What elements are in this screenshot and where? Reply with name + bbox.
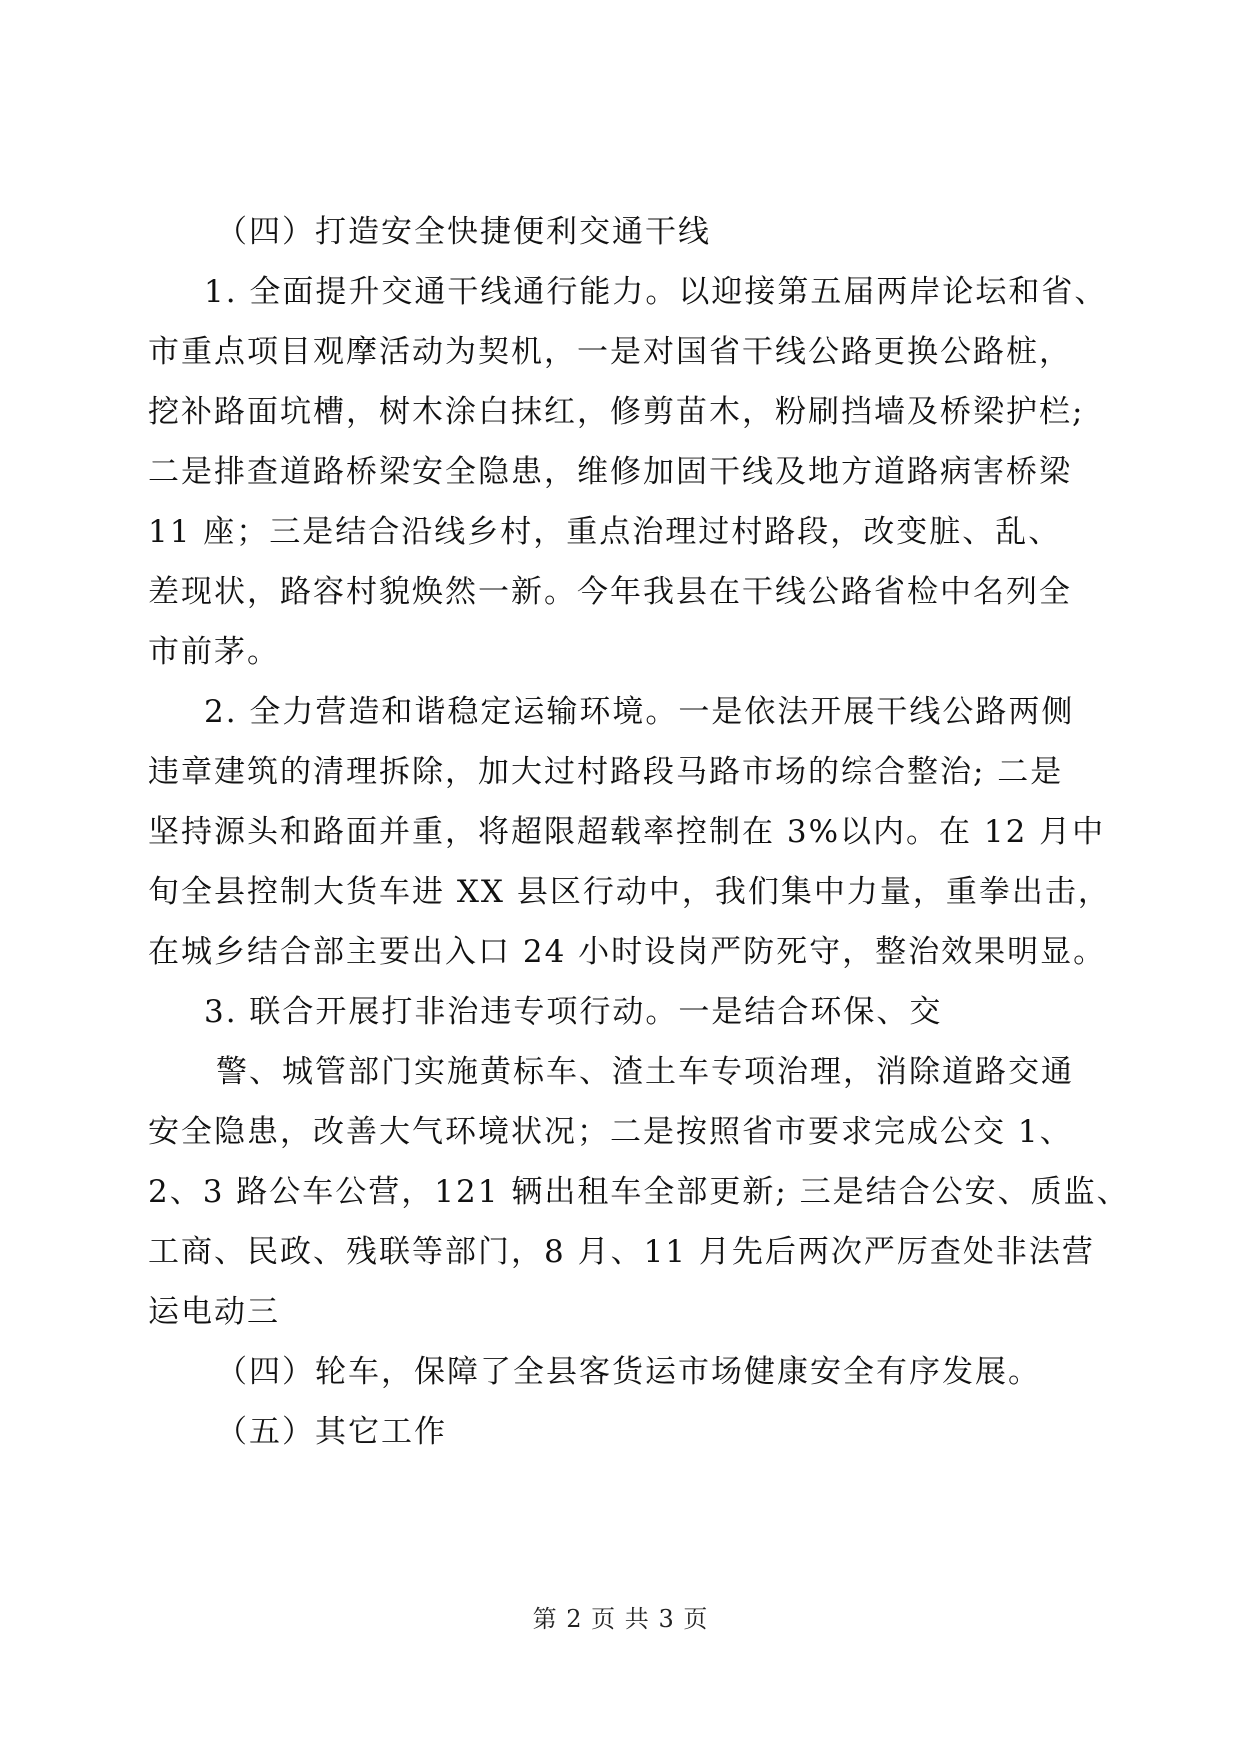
paragraph-2-line-2: 违章建筑的清理拆除，加大过村路段马路市场的综合整治; 二是 [148,754,1064,790]
paragraph-1-line-4: 二是排查道路桥梁安全隐患，维修加固干线及地方道路病害桥梁 [148,454,1072,490]
paragraph-3-line-3: 安全隐患，改善大气环境状况；二是按照省市要求完成公交 1、 [148,1114,1073,1150]
page-footer: 第 2 页 共 3 页 [532,1605,709,1633]
paragraph-1-line-3: 挖补路面坑槽，树木涂白抹红，修剪苗木，粉刷挡墙及桥梁护栏; [148,394,1085,430]
paragraph-3-line-5: 工商、民政、残联等部门，8 月、11 月先后两次严厉查处非法营 [148,1234,1095,1270]
paragraph-3-line-6: 运电动三 [148,1294,280,1330]
paragraph-1-line-6: 差现状，路容村貌焕然一新。今年我县在干线公路省检中名列全 [148,574,1072,610]
paragraph-1-line-1: 1. 全面提升交通干线通行能力。以迎接第五届两岸论坛和省、 [204,274,1108,310]
paragraph-1-line-7: 市前茅。 [148,634,280,670]
paragraph-2-line-3: 坚持源头和路面并重，将超限超载率控制在 3%以内。在 12 月中 [148,814,1106,850]
section-five-heading: （五）其它工作 [216,1414,447,1450]
paragraph-2-line-4: 旬全县控制大货车进 XX 县区行动中，我们集中力量，重拳出击， [148,874,1111,910]
paragraph-1-line-5: 11 座；三是结合沿线乡村，重点治理过村路段，改变脏、乱、 [148,514,1062,550]
paragraph-1-line-2: 市重点项目观摩活动为契机，一是对国省干线公路更换公路桩， [148,334,1072,370]
paragraph-3-line-4: 2、3 路公车公营，121 辆出租车全部更新; 三是结合公安、质监、 [148,1174,1130,1210]
section-heading: （四）打造安全快捷便利交通干线 [216,214,711,250]
paragraph-3-line-1: 3. 联合开展打非治违专项行动。一是结合环保、交 [204,994,943,1030]
section-four-continuation: （四）轮车，保障了全县客货运市场健康安全有序发展。 [216,1354,1041,1390]
paragraph-2-line-5: 在城乡结合部主要出入口 24 小时设岗严防死守，整治效果明显。 [148,934,1107,970]
paragraph-2-line-1: 2. 全力营造和谐稳定运输环境。一是依法开展干线公路两侧 [204,694,1075,730]
paragraph-3-line-2: 警、城管部门实施黄标车、渣土车专项治理，消除道路交通 [216,1054,1074,1090]
